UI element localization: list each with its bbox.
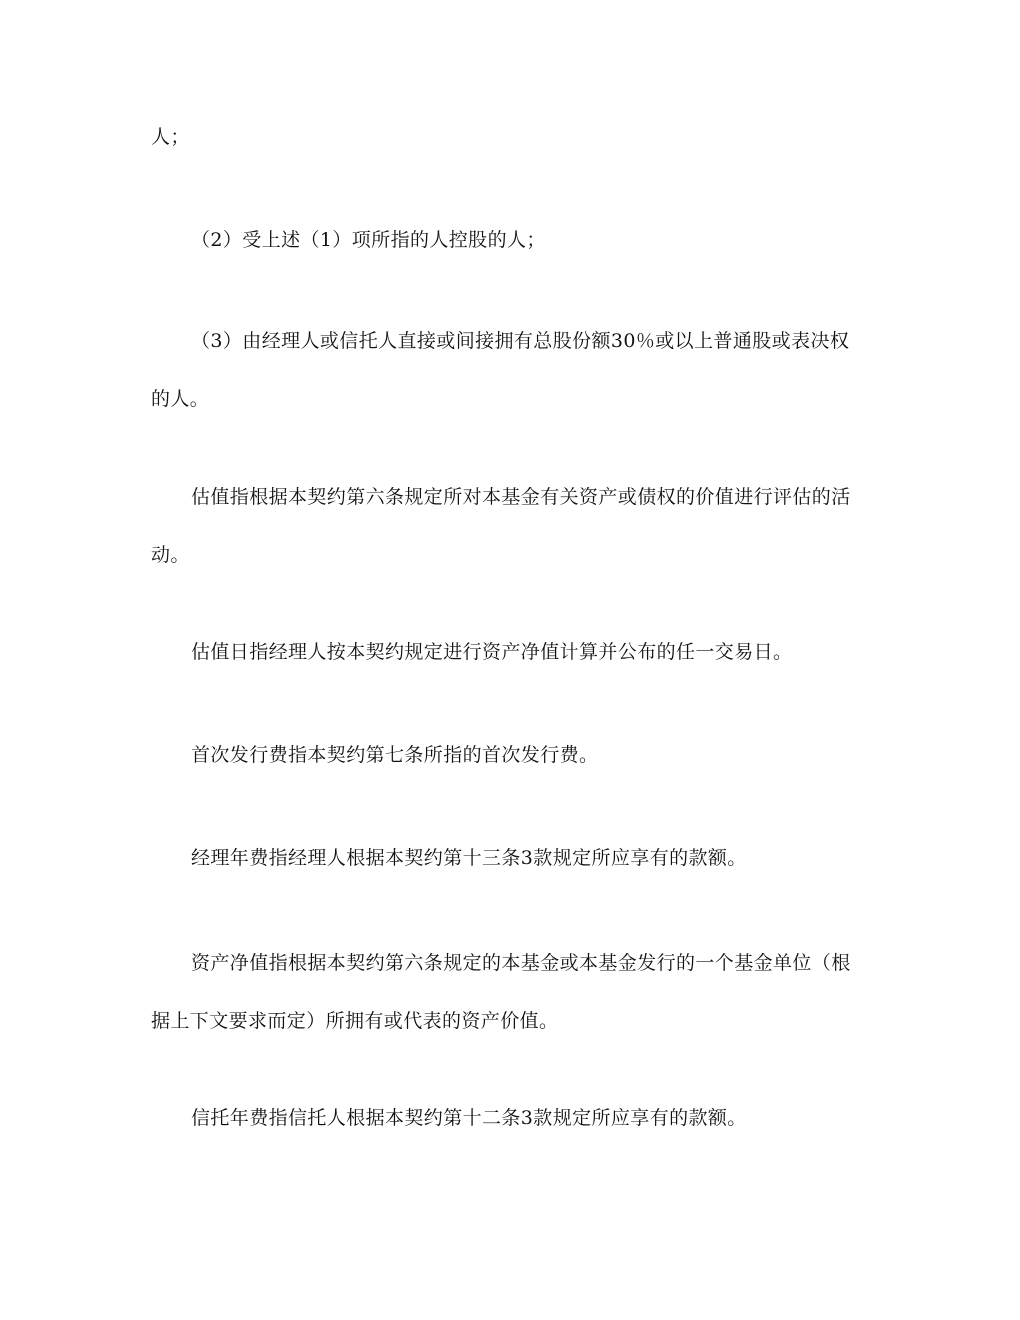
text-line: 资产净值指根据本契约第六条规定的本基金或本基金发行的一个基金单位（根 bbox=[191, 952, 851, 974]
paragraph-trustee-fee bbox=[151, 1089, 875, 1147]
paragraph-valuation-day bbox=[151, 623, 875, 681]
text-line: 估值指根据本契约第六条规定所对本基金有关资产或债权的价值进行评估的活 bbox=[191, 486, 851, 508]
text-line: 估值日指经理人按本契约规定进行资产净值计算并公布的任一交易日。 bbox=[191, 641, 793, 663]
text-line: 信托年费指信托人根据本契约第十二条3款规定所应享有的款额。 bbox=[191, 1107, 747, 1129]
paragraph-continuation bbox=[151, 108, 875, 166]
text-line: 动。 bbox=[151, 544, 190, 566]
text-line: 首次发行费指本契约第七条所指的首次发行费。 bbox=[191, 744, 599, 766]
text-line: 人； bbox=[151, 126, 190, 148]
paragraph-valuation bbox=[151, 468, 875, 584]
text-line: 据上下文要求而定）所拥有或代表的资产价值。 bbox=[151, 1010, 559, 1032]
paragraph-initial-fee bbox=[151, 726, 875, 784]
text-line: 的人。 bbox=[151, 388, 210, 410]
paragraph-item-3 bbox=[151, 312, 875, 428]
paragraph-net-asset-value bbox=[151, 934, 875, 1050]
text-line: 经理年费指经理人根据本契约第十三条3款规定所应享有的款额。 bbox=[191, 847, 747, 869]
text-line: （3）由经理人或信托人直接或间接拥有总股份额30％或以上普通股或表决权 bbox=[191, 330, 850, 352]
paragraph-item-2 bbox=[151, 211, 875, 269]
paragraph-manager-fee bbox=[151, 829, 875, 887]
text-line: （2）受上述（1）项所指的人控股的人； bbox=[191, 229, 546, 251]
